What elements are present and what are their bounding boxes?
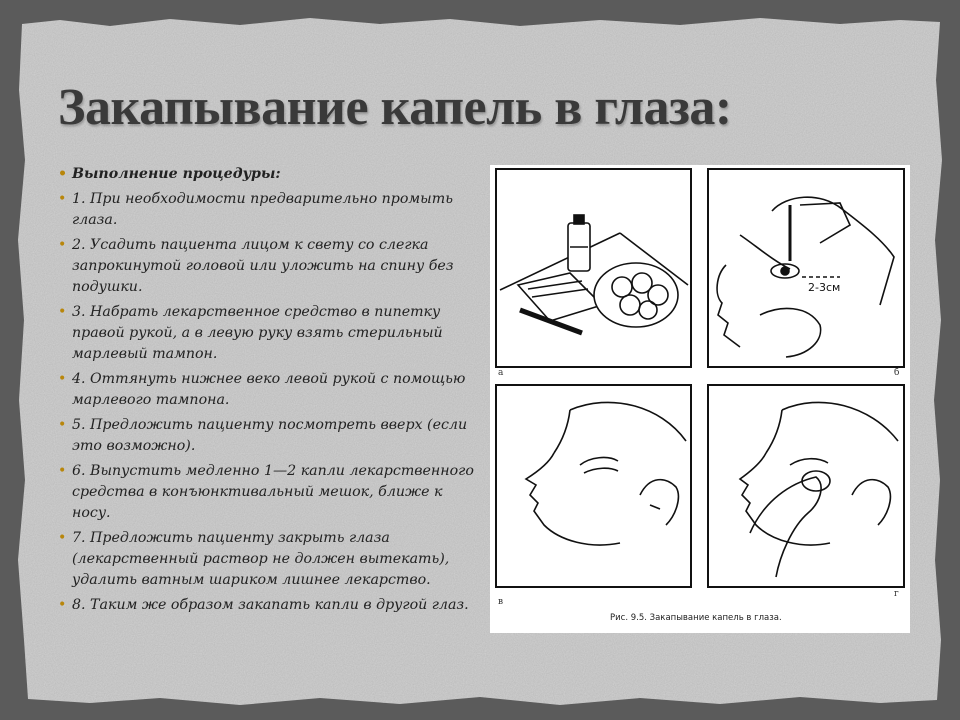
slide-title: Закапывание капель в глаза: [58, 79, 732, 136]
panel-a-frame [496, 169, 691, 367]
list-item-text: Выполнение процедуры: [72, 166, 281, 182]
list-item-text: 3. Набрать лекарственное средство в пипетку правой рукой, а в левую руку взять стерильный марлевый тампон. [72, 304, 443, 362]
bullet-icon: • [58, 237, 67, 253]
bullet-icon: • [58, 371, 67, 387]
list-item [56, 595, 476, 616]
panel-v-drawing [526, 402, 686, 545]
distance-label: 2-3см [808, 281, 841, 294]
list-item [56, 415, 476, 457]
figure-caption: Рис. 9.5. Закапывание капель в глаза. [610, 613, 782, 623]
panel-g-drawing [740, 402, 898, 577]
list-item [56, 189, 476, 231]
panel-b-drawing [717, 197, 894, 357]
list-item-text: 1. При необходимости предварительно промыть глаза. [72, 191, 453, 228]
list-item-text: 5. Предложить пациенту посмотреть вверх (если это возможно). [72, 417, 468, 454]
list-item-text: 2. Усадить пациента лицом к свету со слегка запрокинутой головой или уложить на спину без подушки. [72, 237, 454, 295]
list-item-text: 8. Таким же образом закапать капли в другой глаз. [72, 597, 469, 613]
list-item [56, 461, 476, 524]
list-item [56, 302, 476, 365]
list-item [56, 164, 476, 185]
bullet-icon: • [58, 597, 67, 613]
list-item-text: 4. Оттянуть нижнее веко левой рукой с помощью марлевого тампона. [72, 371, 466, 408]
bullet-icon: • [58, 463, 67, 479]
list-item-text: 7. Предложить пациенту закрыть глаза (лекарственный раствор не должен вытекать), удалить ватным шариком лишнее лекарство. [72, 530, 450, 588]
panel-b-frame [708, 169, 904, 367]
panel-a-drawing [500, 215, 688, 333]
illustration-drawing [490, 165, 910, 633]
panel-label-a: а [498, 368, 504, 378]
bullet-icon: • [58, 417, 67, 433]
bullet-icon: • [58, 304, 67, 320]
bullet-icon: • [58, 166, 68, 182]
procedure-steps-list [56, 164, 476, 620]
panel-v-frame [496, 385, 691, 587]
panel-label-g: г [894, 589, 899, 599]
list-item [56, 369, 476, 411]
list-item [56, 235, 476, 298]
list-item [56, 528, 476, 591]
bullet-icon: • [58, 530, 67, 546]
panel-label-b: б [894, 368, 900, 378]
panel-label-v: в [498, 597, 504, 607]
eye-drops-illustration [490, 165, 910, 633]
bullet-icon: • [58, 191, 67, 207]
list-item-text: 6. Выпустить медленно 1—2 капли лекарственного средства в конъюнктивальный мешок, ближе к носу. [72, 463, 474, 521]
